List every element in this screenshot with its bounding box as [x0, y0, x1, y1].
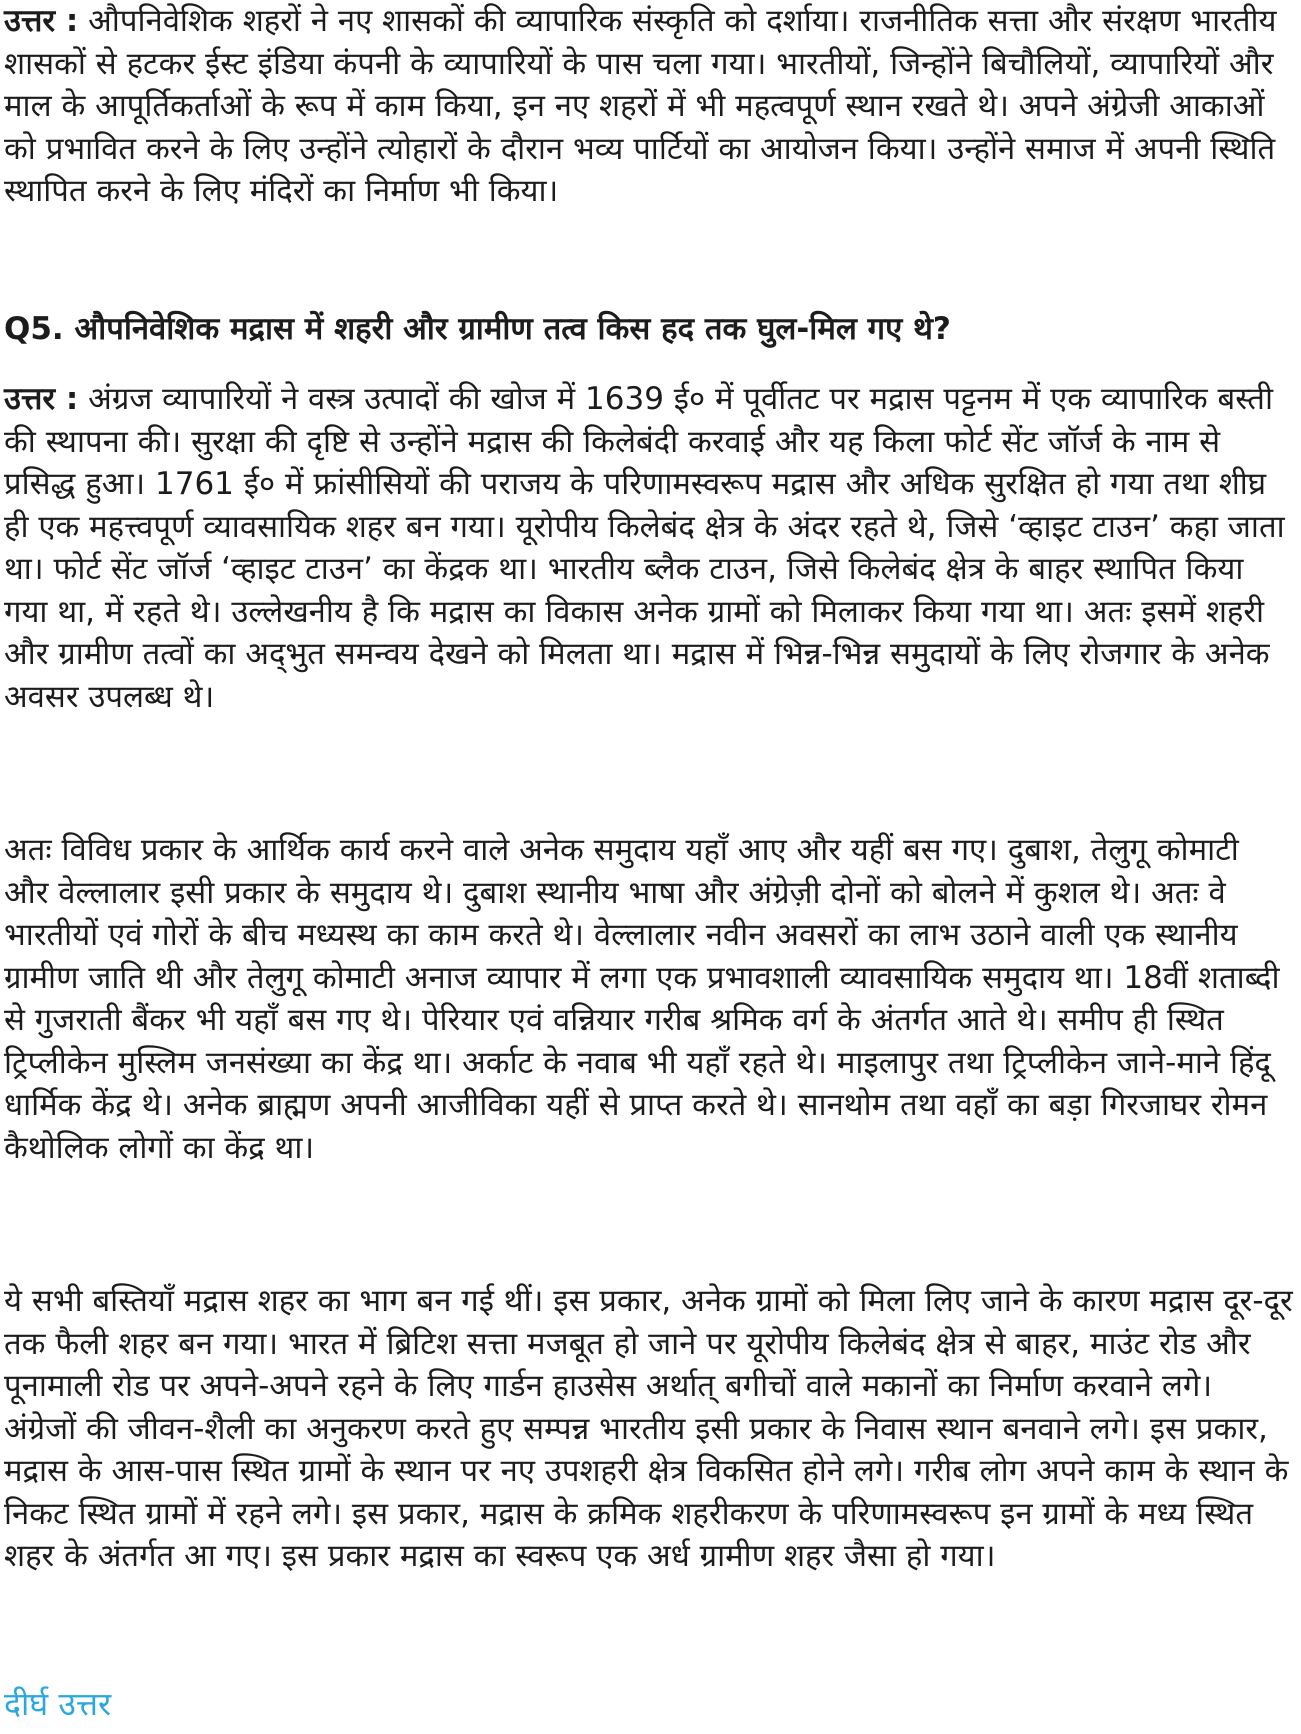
answer-5-paragraph: [4, 378, 1293, 718]
long-answer-section-heading: दीर्घ उत्तर: [4, 1685, 112, 1723]
answer-5-text: अंग्रज व्यापारियों ने वस्त्र उत्पादों की खोज में 1639 ई० में पूर्वीतट पर मद्रास पट्टनम में एक व्यापारिक बस्ती की स्थापना की। सुरक्षा की दृष्टि से उन्होंने मद्रास की किलेबंदी करवाई और यह किला फोर्ट सेंट जॉर्ज के नाम से प्रसिद्ध हुआ। 1761 ई० में फ्रांसीसियों की पराजय के परिणामस्वरूप मद्रास और अधिक सुरक्षित हो गया तथा शीघ्र ही एक महत्त्वपूर्ण व्यावसायिक शहर बन गया। यूरोपीय किलेबंद क्षेत्र के अंदर रहते थे, जिसे ‘व्हाइट टाउन’ कहा जाता था। फोर्ट सेंट जॉर्ज ‘व्हाइट टाउन’ का केंद्रक था। भारतीय ब्लैक टाउन, जिसे किलेबंद क्षेत्र के बाहर स्थापित किया गया था, में रहते थे। उल्लेखनीय है कि मद्रास का विकास अनेक ग्रामों को मिलाकर किया गया था। अतः इसमें शहरी और ग्रामीण तत्वों का अद्‌भुत समन्वय देखने को मिलता था। मद्रास में भिन्न-भिन्न समुदायों के लिए रोजगार के अनेक अवसर उपलब्ध थे।: [4, 381, 1285, 715]
answer-5-paragraph-2: अतः विविध प्रकार के आर्थिक कार्य करने वाले अनेक समुदाय यहाँ आए और यहीं बस गए। दुबाश, तेलुगू कोमाटी और वेल्लालार इसी प्रकार के समुदाय थे। दुबाश स्थानीय भाषा और अंग्रेज़ी दोनों को बोलने में कुशल थे। अतः वे भारतीयों एवं गोरों के बीच मध्यस्थ का काम करते थे। वेल्लालार नवीन अवसरों का लाभ उठाने वाली एक स्थानीय ग्रामीण जाति थी और तेलुगू कोमाटी अनाज व्यापार में लगा एक प्रभावशाली व्यावसायिक समुदाय था। 18वीं शताब्दी से गुजराती बैंकर भी यहाँ बस गए थे। पेरियार एवं वन्नियार गरीब श्रमिक वर्ग के अंतर्गत आते थे। समीप ही स्थित ट्रिप्लीकेन मुस्लिम जनसंख्या का केंद्र था। अर्काट के नवाब भी यहाँ रहते थे। माइलापुर तथा ट्रिप्लीकेन जाने-माने हिंदू धार्मिक केंद्र थे। अनेक ब्राह्मण अपनी आजीविका यहीं से प्राप्त करते थे। सानथोम तथा वहाँ का बड़ा गिरजाघर रोमन कैथोलिक लोगों का केंद्र था।: [4, 832, 1280, 1166]
answer-4-paragraph: [4, 0, 1293, 213]
answer-label: उत्तर :: [4, 381, 79, 417]
answer-5-paragraph-3: ये सभी बस्तियाँ मद्रास शहर का भाग बन गई थीं। इस प्रकार, अनेक ग्रामों को मिला लिए जाने के कारण मद्रास दूर-दूर तक फैली शहर बन गया। भारत में ब्रिटिश सत्ता मजबूत हो जाने पर यूरोपीय किलेबंद क्षेत्र से बाहर, माउंट रोड और पूनामाली रोड पर अपने-अपने रहने के लिए गार्डन हाउसेस अर्थात् बगीचों वाले मकानों का निर्माण करवाने लगे। अंग्रेजों की जीवन-शैली का अनुकरण करते हुए सम्पन्न भारतीय इसी प्रकार के निवास स्थान बनवाने लगे। इस प्रकार, मद्रास के आस-पास स्थित ग्रामों के स्थान पर नए उपशहरी क्षेत्र विकसित होने लगे। गरीब लोग अपने काम के स्थान के निकट स्थित ग्रामों में रहने लगे। इस प्रकार, मद्रास के क्रमिक शहरीकरण के परिणामस्वरूप इन ग्रामों के मध्य स्थित शहर के अंतर्गत आ गए। इस प्रकार मद्रास का स्वरूप एक अर्ध ग्रामीण शहर जैसा हो गया।: [4, 1283, 1293, 1574]
answer-label: उत्तर :: [4, 3, 79, 39]
answer-4-text: औपनिवेशिक शहरों ने नए शासकों की व्यापारिक संस्कृति को दर्शाया। राजनीतिक सत्ता और संरक्षण भारतीय शासकों से हटकर ईस्ट इंडिया कंपनी के व्यापारियों के पास चला गया। भारतीयों, जिन्होंने बिचौलियों, व्यापारियों और माल के आपूर्तिकर्ताओं के रूप में काम किया, इन नए शहरों में भी महत्वपूर्ण स्थान रखते थे। अपने अंग्रेजी आकाओं को प्रभावित करने के लिए उन्होंने त्योहारों के दौरान भव्य पार्टियों का आयोजन किया। उन्होंने समाज में अपनी स्थिति स्थापित करने के लिए मंदिरों का निर्माण भी किया।: [4, 3, 1277, 209]
question-5-heading: Q5. औपनिवेशिक मद्रास में शहरी और ग्रामीण तत्व किस हद तक घुल-मिल गए थे?: [4, 311, 951, 347]
